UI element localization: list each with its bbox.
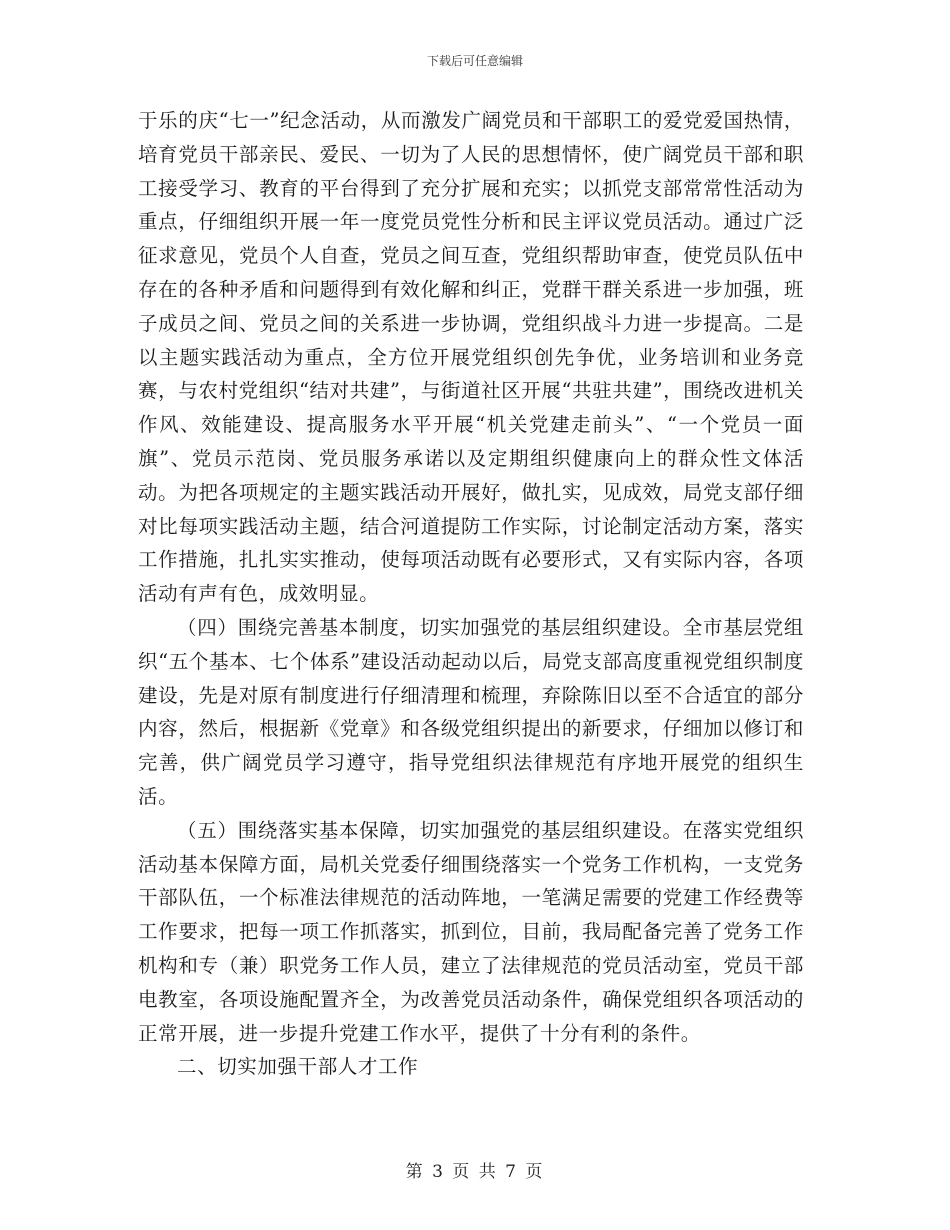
paragraph-section-five: （五）围绕落实基本保障，切实加强党的基层组织建设。在落实党组织活动基本保障方面，局机关党委仔细围绕落实一个党务工作机构，一支党务干部队伍，一个标准法律规范的活动阵地，一笔满足需要的党建工作经费等工作要求，把每一项工作抓落实，抓到位，目前，我局配备完善了党务工作机构和专（兼）职党务工作人员，建立了法律规范的党员活动室，党员干部电教室，各项设施配置齐全，为改善党员活动条件，确保党组织各项活动的正常开展，进一步提升党建工作水平，提供了十分有利的条件。	[138, 818, 804, 1045]
paragraph-continuation: 于乐的庆“七一”纪念活动，从而激发广阔党员和干部职工的爱党爱国热情，培育党员干部亲民、爱民、一切为了人民的思想情怀，使广阔党员干部和职工接受学习、教育的平台得到了充分扩展和充实；以抓党支部常常性活动为重点，仔细组织开展一年一度党员党性分析和民主评议党员活动。通过广泛征求意见，党员个人自查，党员之间互查，党组织帮助审查，使党员队伍中存在的各种矛盾和问题得到有效化解和纠正，党群干群关系进一步加强，班子成员之间、党员之间的关系进一步协调，党组织战斗力进一步提高。二是以主题实践活动为重点，全方位开展党组织创先争优，业务培训和业务竞赛，与农村党组织“结对共建”，与街道社区开展“共驻共建”，围绕改进机关作风、效能建设、提高服务水平开展“机关党建走前头”、“一个党员一面旗”、党员示范岗、党员服务承诺以及定期组织健康向上的群众性文体活动。为把各项规定的主题实践活动开展好，做扎实，见成效，局党支部仔细对比每项实践活动主题，结合河道提防工作实际，讨论制定活动方案，落实工作措施，扎扎实实推动，使每项活动既有必要形式，又有实际内容，各项活动有声有色，成效明显。	[138, 109, 804, 606]
page-header: 下载后可任意编辑	[426, 54, 523, 68]
document-body	[138, 104, 804, 1084]
page-number-footer: 第 3 页 共 7 页	[405, 1162, 545, 1182]
section-heading-two: 二、切实加强干部人才工作	[177, 1055, 419, 1079]
paragraph-section-four: （四）围绕完善基本制度，切实加强党的基层组织建设。全市基层党组织“五个基本、七个体系”建设活动起动以后，局党支部高度重视党组织制度建设，先是对原有制度进行仔细清理和梳理，弃除陈旧以至不合适宜的部分内容，然后，根据新《党章》和各级党组织提出的新要求，仔细加以修订和完善，供广阔党员学习遵守，指导党组织法律规范有序地开展党的组织生活。	[138, 615, 804, 808]
